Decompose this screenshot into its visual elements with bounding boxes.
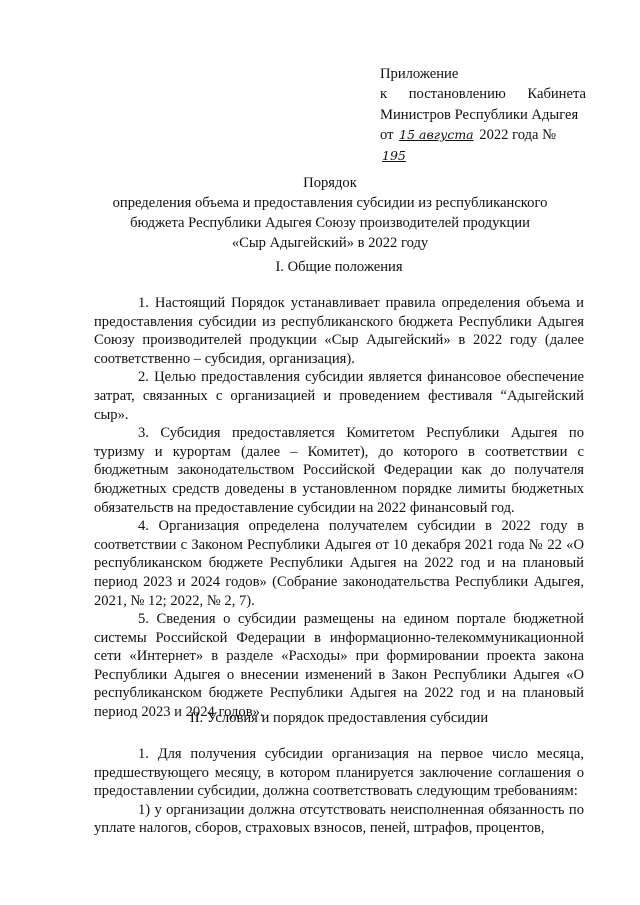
- annex-word-resolution: постановлению: [408, 86, 506, 103]
- annex-resolution-line: [380, 84, 586, 104]
- document-title: [94, 173, 566, 253]
- paragraph: 2. Целью предоставления субсидии является финансовое обеспечение затрат, связанных с организацией и проведением фестиваля “Адыгейский сыр».: [94, 369, 584, 423]
- section-1-heading: I. Общие положения: [275, 259, 403, 275]
- title-line-2: определения объема и предоставления субсидии из республиканского: [112, 195, 548, 211]
- title-line-1: Порядок: [303, 175, 357, 191]
- annex-year-number: 2022 года №: [479, 127, 557, 144]
- paragraph: 1. Для получения субсидии организация на первое число месяца, предшествующего месяцу, в котором планируется заключение соглашения о предоставлении субсидии, должна соответствовать следующим требованиям:: [94, 746, 584, 800]
- annex-number-handwritten: 195: [382, 147, 406, 163]
- annex-date-prefix: от: [380, 127, 394, 144]
- section-2-body: [94, 745, 584, 838]
- title-line-4: «Сыр Адыгейский» в 2022 году: [231, 235, 429, 251]
- paragraph: 3. Субсидия предоставляется Комитетом Республики Адыгея по туризму и курортам (далее – Комитет), до которого в соответствии с бюджетным законодательством Российской Федерации как до получателя бюджетных средств доведены в установленном порядке лимиты бюджетных обязательств на предоставление субсидии на 2022 финансовый год.: [94, 425, 584, 516]
- paragraph: 1. Настоящий Порядок устанавливает правила определения объема и предоставления субсидии из республиканского бюджета Республики Адыгея Союзу производителей продукции «Сыр Адыгейский» в 2022 году (далее соответственно – субсидия, организация).: [94, 295, 584, 367]
- annex-header: [380, 64, 586, 166]
- section-2-heading: II. Условия и порядок предоставления субсидии: [189, 710, 489, 726]
- annex-date-handwritten: 15 августа: [399, 127, 474, 143]
- annex-word-preposition: к: [380, 86, 388, 103]
- annex-word-cabinet: Кабинета: [527, 86, 586, 103]
- annex-ministers: Министров Республики Адыгея: [380, 106, 579, 123]
- annex-label: Приложение: [380, 66, 459, 82]
- paragraph: 1) у организации должна отсутствовать неисполненная обязанность по уплате налогов, сборов, страховых взносов, пеней, штрафов, процентов,: [94, 801, 584, 837]
- paragraph: 4. Организация определена получателем субсидии в 2022 году в соответствии с Законом Республики Адыгея от 10 декабря 2021 года № 22 «О республиканском бюджете Республики Адыгея на 2022 год и на плановый период 2023 и 2024 годов» (Собрание законодательства Республики Адыгея, 2021, № 12; 2022, № 2, 7).: [94, 518, 584, 609]
- title-line-3: бюджета Республики Адыгея Союзу производителей продукции: [130, 215, 530, 231]
- annex-date-line: [380, 125, 586, 166]
- section-1-body: [94, 294, 584, 722]
- paragraph: 5. Сведения о субсидии размещены на едином портале бюджетной системы Российской Федерации в информационно-телекоммуникационной сети «Интернет» в разделе «Расходы» при формировании проекта закона Республики Адыгея о внесении изменений в Закон Республики Адыгея «О республиканском бюджете Республики Адыгея на 2022 год и на плановый период 2023 и 2024 годов».: [94, 611, 584, 721]
